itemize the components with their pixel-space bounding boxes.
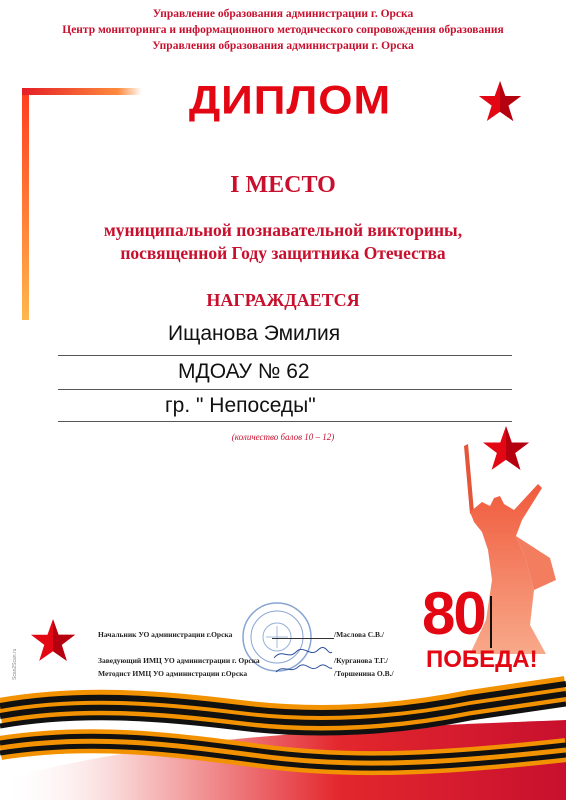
red-star-icon [30, 618, 76, 662]
signature-row-2-position: Заведующий ИМЦ УО администрации г. Орска [98, 656, 260, 665]
header-line-3: Управления образования администрации г. Орска [152, 40, 414, 52]
signature-row-2-name: /Курганова Т.Г./ [334, 656, 388, 665]
signature-row-3-position: Методист ИМЦ УО администрации г.Орска [98, 669, 248, 678]
place-heading: I МЕСТО [230, 172, 336, 198]
fill-line-2 [58, 389, 512, 390]
signature-row-1-position: Начальник УО администрации г.Орска [98, 630, 233, 639]
emblem-number: 80 [422, 580, 485, 647]
description-line-2: посвященной Году защитника Отечества [120, 243, 446, 263]
group-name: гр. " Непоседы" [165, 394, 316, 417]
red-star-icon [478, 80, 522, 122]
description-line-1: муниципальной познавательной викторины, [103, 220, 463, 240]
header-line-1: Управление образования администрации г. Орска [152, 8, 414, 20]
corner-decoration-horizontal [22, 88, 142, 95]
emblem-word: ПОБЕДА! [426, 646, 538, 673]
signature-row-3-name: /Торшенина О.В./ [334, 669, 394, 678]
header-line-2: Центр мониторинга и информационного методического сопровождения образования [62, 24, 504, 36]
institution-name: МДОАУ № 62 [178, 360, 310, 383]
corner-decoration-vertical [22, 88, 29, 320]
side-note: Scan2Scan.ru [12, 648, 18, 680]
recipient-name: Ищанова Эмилия [168, 322, 341, 345]
fill-line-3 [58, 421, 512, 422]
score-note: (количество балов 10 – 12) [231, 432, 335, 442]
signature-row-1-name: /Маслова С.В./ [334, 630, 384, 639]
fill-line-1 [58, 355, 512, 356]
diploma-title: ДИПЛОМ [188, 78, 392, 123]
signature-line-1 [272, 638, 334, 639]
emblem-ribbon-stripe [490, 596, 492, 648]
st-george-ribbon-icon [0, 660, 566, 800]
awarded-heading: НАГРАЖДАЕТСЯ [206, 290, 360, 310]
